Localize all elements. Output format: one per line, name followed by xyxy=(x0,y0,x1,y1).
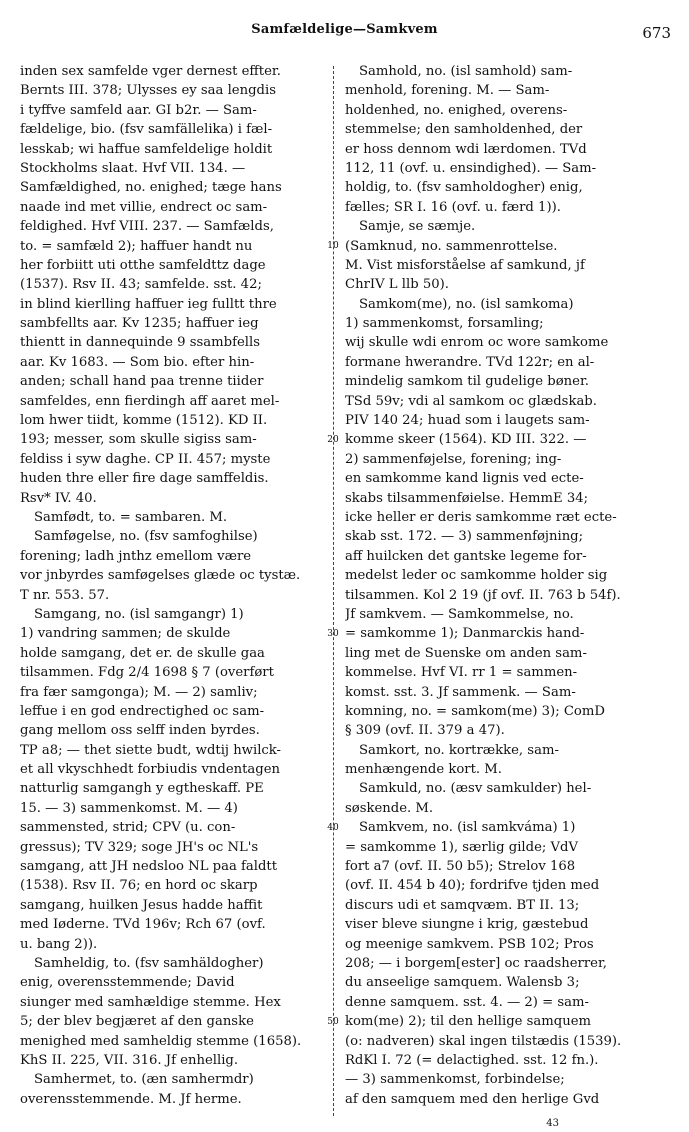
left-column xyxy=(20,62,335,1109)
text-line: Samføgelse, no. (fsv samfoghilse) xyxy=(34,529,258,545)
text-line: holde samgang, det er. de skulle gaa xyxy=(20,645,265,661)
text-line: 208; — i borgem[ester] oc raadsherrer, xyxy=(345,955,608,971)
text-line: denne samquem. sst. 4. — 2) = sam- xyxy=(345,994,589,1010)
text-line: fældelige, bio. (fsv samfällelika) i fæl- xyxy=(20,122,273,138)
text-line: er hoss dennom wdi lærdomen. TVd xyxy=(345,141,587,157)
text-line: sammensted, strid; CPV (u. con- xyxy=(20,820,236,836)
text-line: RdKl I. 72 (= delactighed. sst. 12 fn.). xyxy=(345,1052,599,1068)
text-line: anden; schall hand paa trenne tiider xyxy=(20,374,264,390)
page-number: 673 xyxy=(642,24,671,42)
signature-mark: 43 xyxy=(546,1118,559,1129)
text-line: fort a7 (ovf. II. 50 b5); Strelov 168 xyxy=(345,859,576,875)
text-line: TP a8; — thet siette budt, wdtij hwilck- xyxy=(20,742,282,758)
text-line: wij skulle wdi enrom oc wore samkome xyxy=(345,335,609,351)
text-line: 15. — 3) sammenkomst. M. — 4) xyxy=(20,800,238,816)
text-line: huden thre eller fire dage samffeldis. xyxy=(20,471,269,487)
text-line: menhold, forening. M. — Sam- xyxy=(345,83,550,99)
text-line: 5; der blev begjæret af den ganske xyxy=(20,1014,254,1030)
text-line: menighed med samheldig stemme (1658). xyxy=(20,1033,302,1049)
text-line: (1537). Rsv II. 43; samfelde. sst. 42; xyxy=(20,277,262,293)
text-line: naade ind met villie, endrect oc sam- xyxy=(20,199,268,215)
text-line: Samkort, no. kortrække, sam- xyxy=(359,742,559,758)
text-line: feldiss i syw daghe. CP II. 457; myste xyxy=(20,451,271,467)
text-line: samgang, att JH nedsloo NL paa faldtt xyxy=(20,859,278,875)
text-line: 2) sammenføjelse, forening; ing- xyxy=(345,451,562,467)
text-line: in blind kierlling haffuer ieg fulltt thre xyxy=(20,296,277,312)
page-header xyxy=(0,16,689,46)
text-line: gressus); TV 329; soge JH's oc NL's xyxy=(20,839,259,855)
text-line: Samkvem, no. (isl samkváma) 1) xyxy=(359,820,576,836)
text-line: Stockholms slaat. Hvf VII. 134. — xyxy=(20,160,246,176)
text-line: M. Vist misforståelse af samkund, jf xyxy=(345,257,585,273)
column-divider xyxy=(333,66,335,1116)
text-line: sambfellts aar. Kv 1235; haffuer ieg xyxy=(20,316,259,332)
text-line: (1538). Rsv II. 76; en hord oc skarp xyxy=(20,878,258,894)
text-line: aar. Kv 1683. — Som bio. efter hin- xyxy=(20,354,255,370)
text-line: lesskab; wi haffue samfeldelige holdit xyxy=(20,141,273,157)
text-line: formane hwerandre. TVd 122r; en al- xyxy=(345,354,595,370)
text-line: Jf samkvem. — Samkommelse, no. xyxy=(345,606,574,622)
text-line: KhS II. 225, VII. 316. Jf enhellig. xyxy=(20,1052,239,1068)
text-line: icke heller er deris samkomme ræt ecte- xyxy=(345,509,617,525)
text-line: tilsammen. Fdg 2/4 1698 § 7 (overført xyxy=(20,665,274,681)
text-line: Samheldig, to. (fsv samhäldogher) xyxy=(34,955,264,971)
text-line: (ovf. II. 454 b 40); fordrifve tjden med xyxy=(345,878,600,894)
text-line: samgang, huilken Jesus hadde haffit xyxy=(20,897,263,913)
text-line: medelst leder oc samkomme holder sig xyxy=(345,568,608,584)
text-line: vor jnbyrdes samføgelses glæde oc tystæ. xyxy=(20,568,301,584)
text-line: forening; ladh jnthz emellom være xyxy=(20,548,252,564)
text-line: 193; messer, som skulle sigiss sam- xyxy=(20,432,257,448)
text-line: komme skeer (1564). KD III. 322. — xyxy=(345,432,587,448)
text-line: i tyffve samfeld aar. GI b2r. — Sam- xyxy=(20,102,257,118)
text-line: Samgang, no. (isl samgangr) 1) xyxy=(34,606,244,622)
text-line: feldighed. Hvf VIII. 237. — Samfælds, xyxy=(20,219,274,235)
text-line: menhængende kort. M. xyxy=(345,762,502,778)
text-line: komning, no. = samkom(me) 3); ComD xyxy=(345,703,605,719)
text-line: TSd 59v; vdi al samkom oc glædskab. xyxy=(345,393,597,409)
text-line: to. = samfæld 2); haffuer handt nu xyxy=(20,238,253,254)
text-line: T nr. 553. 57. xyxy=(20,587,110,603)
text-line: skabs tilsammenføielse. HemmE 34; xyxy=(345,490,589,506)
text-line: PIV 140 24; huad som i laugets sam- xyxy=(345,413,590,429)
text-line: af den samquem med den herlige Gvd xyxy=(345,1091,600,1107)
text-line: stemmelse; den samholdenhed, der xyxy=(345,122,583,138)
text-line: søskende. M. xyxy=(345,800,434,816)
text-line: viser bleve siungne i krig, gæstebud xyxy=(345,917,589,933)
text-line: thientt in dannequinde 9 ssambfells xyxy=(20,335,260,351)
text-line: du anseelige samquem. Walensb 3; xyxy=(345,975,580,991)
text-line: = samkomme 1); Danmarckis hand- xyxy=(345,626,585,642)
line-number: 50 xyxy=(327,1016,339,1027)
text-line: 1) sammenkomst, forsamling; xyxy=(345,316,544,332)
text-line: mindelig samkom til gudelige bøner. xyxy=(345,374,589,390)
text-line: Bernts III. 378; Ulysses ey saa lengdis xyxy=(20,83,276,99)
text-line: = samkomme 1), særlig gilde; VdV xyxy=(345,839,579,855)
text-line: siunger med samhældige stemme. Hex xyxy=(20,994,281,1010)
text-line: 112, 11 (ovf. u. ensindighed). — Sam- xyxy=(345,160,597,176)
right-column xyxy=(345,62,668,1109)
text-line: fra fær samgonga); M. — 2) samliv; xyxy=(20,684,258,700)
text-line: u. bang 2)). xyxy=(20,936,98,952)
text-line: overensstemmende. M. Jf herme. xyxy=(20,1091,242,1107)
text-line: gang mellom oss selff inden byrdes. xyxy=(20,723,260,739)
text-line: holdig, to. (fsv samholdogher) enig, xyxy=(345,180,583,196)
text-line: — 3) sammenkomst, forbindelse; xyxy=(345,1072,565,1088)
line-number: 20 xyxy=(327,434,339,445)
text-line: Samkom(me), no. (isl samkoma) xyxy=(359,296,574,312)
text-line: ling met de Suenske om anden sam- xyxy=(345,645,587,661)
text-line: (Samknud, no. sammenrottelse. xyxy=(345,238,558,254)
text-line: § 309 (ovf. II. 379 a 47). xyxy=(345,723,505,739)
text-line: en samkomme kand lignis ved ecte- xyxy=(345,471,584,487)
text-line: (o: nadveren) skal ingen tilstædis (1539). xyxy=(345,1033,622,1049)
text-line: komst. sst. 3. Jf sammenk. — Sam- xyxy=(345,684,576,700)
text-line: et all vkyschhedt forbiudis vndentagen xyxy=(20,762,281,778)
text-line: holdenhed, no. enighed, overens- xyxy=(345,102,568,118)
running-head: Samfældelige—Samkvem xyxy=(251,22,438,37)
text-line: Samfødt, to. = sambaren. M. xyxy=(34,509,228,525)
text-line: leffue i en god endrectighed oc sam- xyxy=(20,703,265,719)
text-line: Samfældighed, no. enighed; tæge hans xyxy=(20,180,282,196)
text-line: ChrIV L llb 50). xyxy=(345,277,449,293)
text-line: discurs udi et samqvæm. BT II. 13; xyxy=(345,897,580,913)
text-line: samfeldes, enn fierdingh aff aaret mel- xyxy=(20,393,280,409)
text-line: og meenige samkvem. PSB 102; Pros xyxy=(345,936,594,952)
text-line: Rsv* IV. 40. xyxy=(20,490,97,506)
line-number: 10 xyxy=(327,240,339,251)
line-number: 30 xyxy=(327,628,339,639)
text-line: Samhermet, to. (æn samhermdr) xyxy=(34,1072,254,1088)
text-line: her forbiitt uti otthe samfeldttz dage xyxy=(20,257,266,273)
text-line: inden sex samfelde vger dernest effter. xyxy=(20,64,281,79)
text-line: enig, overensstemmende; David xyxy=(20,975,235,991)
text-line: lom hwer tiidt, komme (1512). KD II. xyxy=(20,413,268,429)
text-line: fælles; SR I. 16 (ovf. u. færd 1)). xyxy=(345,199,561,215)
text-line: kom(me) 2); til den hellige samquem xyxy=(345,1014,592,1030)
text-line: kommelse. Hvf VI. rr 1 = sammen- xyxy=(345,665,578,681)
text-line: med Iøderne. TVd 196v; Rch 67 (ovf. xyxy=(20,917,266,933)
text-line: natturlig samgangh y egtheskaff. PE xyxy=(20,781,264,797)
text-line: skab sst. 172. — 3) sammenføjning; xyxy=(345,529,584,545)
text-line: Samkuld, no. (æsv samkulder) hel- xyxy=(359,781,592,797)
text-line: aff huilcken det gantske legeme for- xyxy=(345,548,587,564)
text-line: Samhold, no. (isl samhold) sam- xyxy=(359,64,573,79)
line-number: 40 xyxy=(327,822,339,833)
text-line: Samje, se sæmje. xyxy=(359,219,476,235)
text-line: tilsammen. Kol 2 19 (jf ovf. II. 763 b 54f). xyxy=(345,587,621,603)
text-line: 1) vandring sammen; de skulde xyxy=(20,626,231,642)
